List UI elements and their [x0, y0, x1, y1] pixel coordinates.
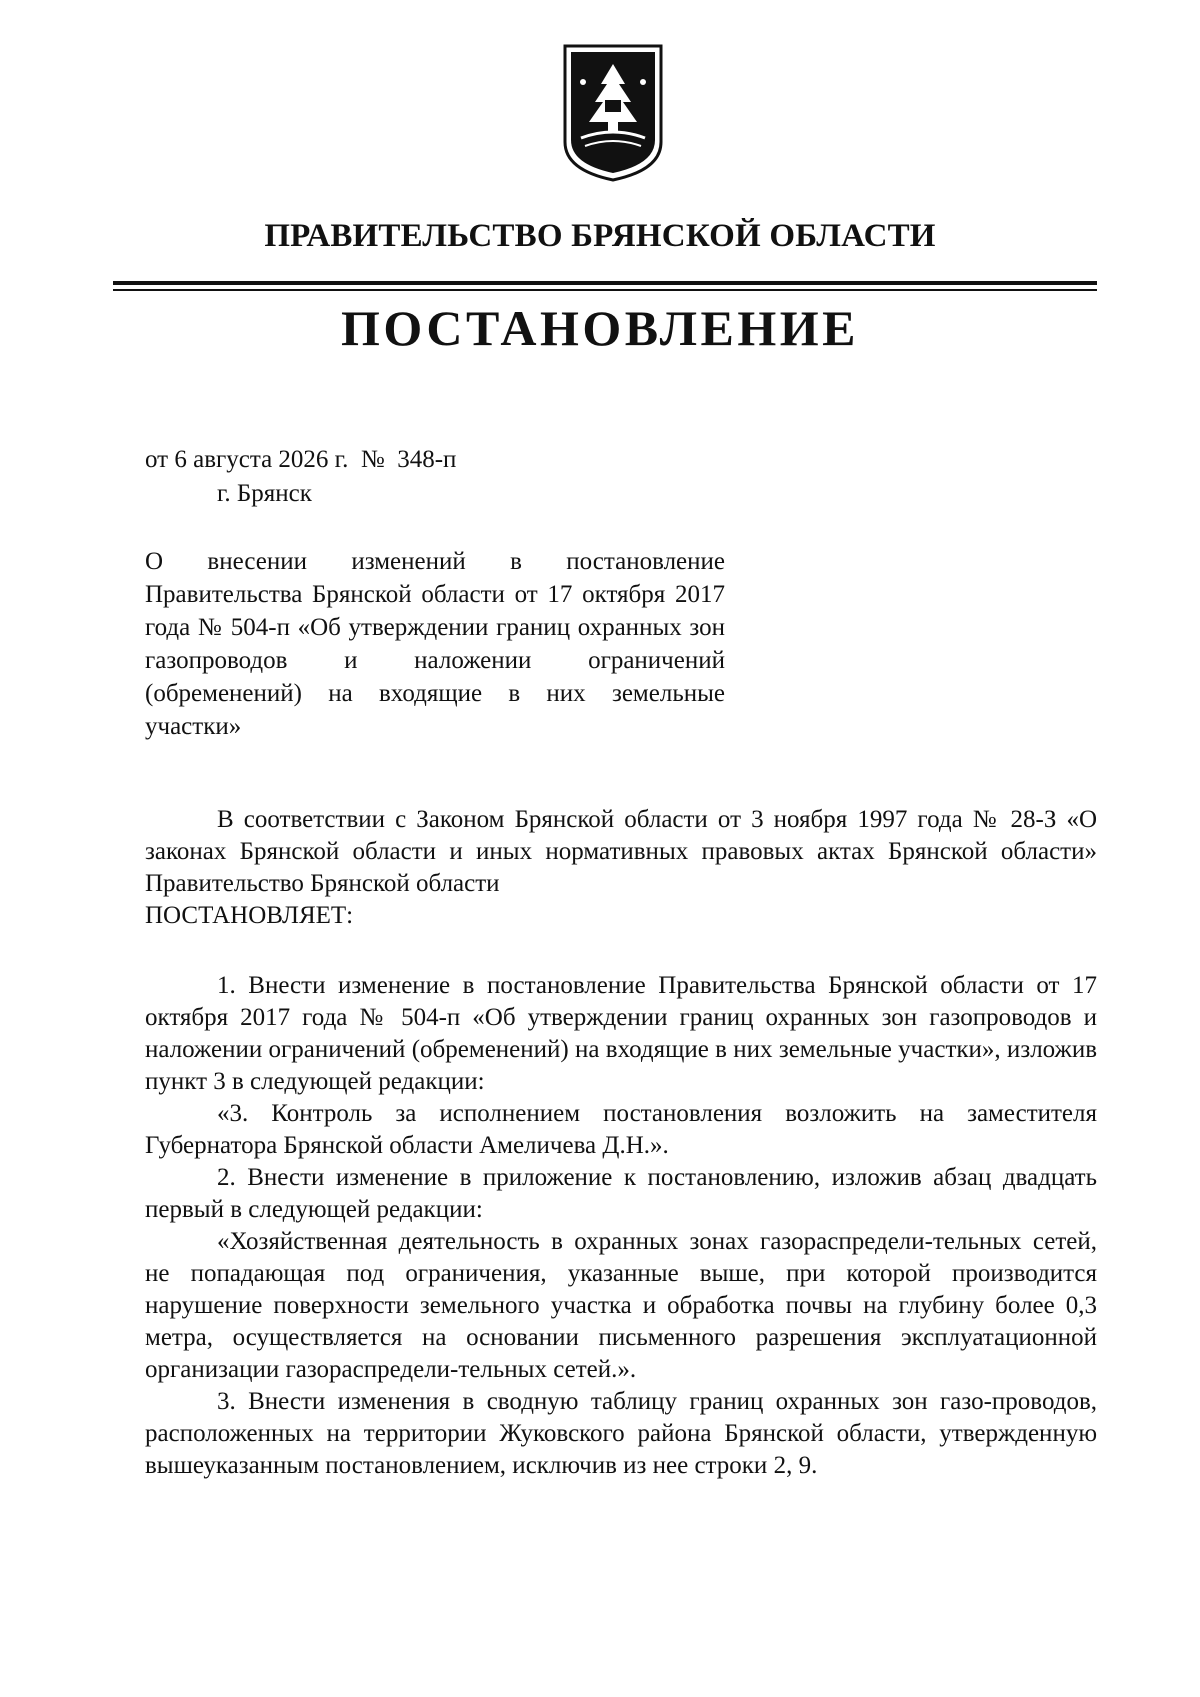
document-type-title: ПОСТАНОВЛЕНИЕ — [341, 300, 859, 356]
resolves-heading: ПОСТАНОВЛЯЕТ: — [145, 902, 354, 929]
item-2-quote-paragraph: «Хозяйственная деятельность в охранных зонах газораспредели-тельных сетей, не попадающая под ограничения, указанные выше, при которой производится нарушение поверхности земельного участка и обработка почвы на глубину более 0,3 метра, осуществляется на основании письменного разрешения эксплуатационной организации газораспредели-тельных сетей.». — [145, 1228, 1097, 1383]
header-rule-thin — [113, 289, 1097, 291]
city: г. Брянск — [217, 480, 312, 507]
item-2-paragraph: 2. Внести изменение в приложение к постановлению, изложив абзац двадцать первый в следующей редакции: — [145, 1164, 1097, 1223]
document-body — [145, 804, 1097, 1482]
item-3-paragraph: 3. Внести изменения в сводную таблицу границ охранных зон газо-проводов, расположенных на территории Жуковского района Брянской области, утвержденную вышеуказанным постановлением, исключив из нее строки 2, 9. — [145, 1388, 1097, 1479]
item-1-paragraph: 1. Внести изменение в постановление Правительства Брянской области от 17 октября 2017 года № 504-п «Об утверждении границ охранных зон газопроводов и наложении ограничений (обременений) на входящие в них земельные участки», изложив пункт 3 в следующей редакции: — [145, 972, 1097, 1095]
coat-of-arms-icon — [561, 42, 665, 182]
item-1-quote-paragraph: «3. Контроль за исполнением постановления возложить на заместителя Губернатора Брянской области Амеличева Д.Н.». — [145, 1100, 1097, 1159]
preamble-paragraph: В соответствии с Законом Брянской области от 3 ноября 1997 года № 28-З «О законах Брянской области и иных нормативных правовых актах Брянской области» Правительство Брянской области — [145, 806, 1097, 897]
header-rule-thick — [113, 281, 1097, 285]
date-and-number: от 6 августа 2026 г. № 348-п — [145, 446, 457, 473]
government-title: ПРАВИТЕЛЬСТВО БРЯНСКОЙ ОБЛАСТИ — [264, 218, 936, 254]
document-subject: О внесении изменений в постановление Правительства Брянской области от 17 октября 2017 года № 504-п «Об утверждении границ охранных зон газопроводов и наложении ограничений (обременений) на входящие в них земельные участки» — [145, 548, 725, 740]
